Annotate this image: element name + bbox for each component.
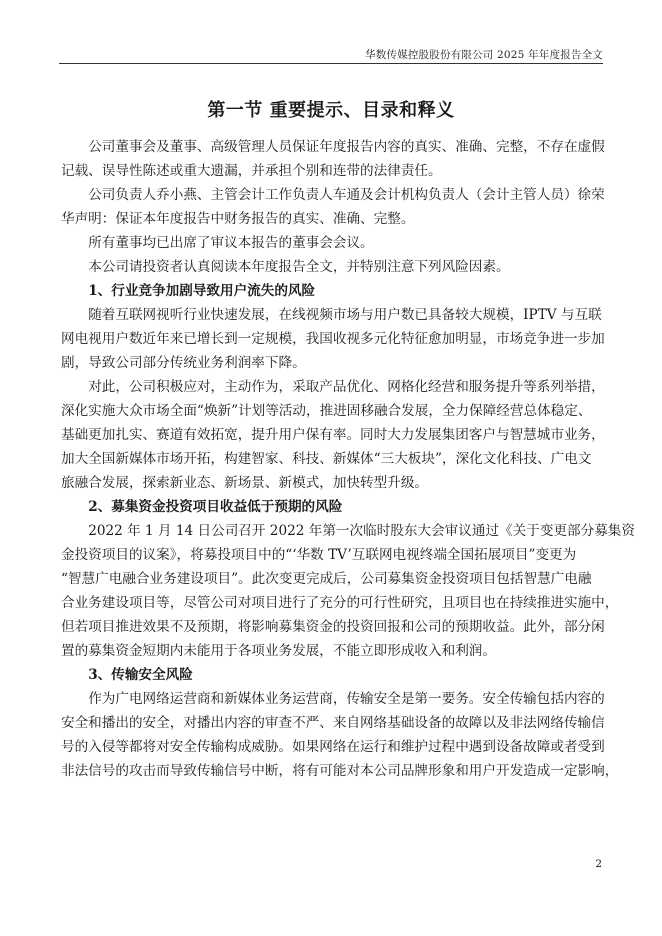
text-line: 但若项目推进效果不及预期，将影响募集资金的投资回报和公司的预期收益。此外，部分闲: [61, 619, 605, 635]
text-line: 对此，公司积极应对，主动作为，采取产品优化、网格化经营和服务提升等系列举措，: [88, 379, 605, 395]
text-line: 号的入侵等都将对安全传输构成威胁。如果网络在运行和维护过程中遇到设备故障或者受到: [61, 739, 605, 755]
text-line: 华声明：保证本年度报告中财务报告的真实、准确、完整。: [61, 211, 415, 227]
section-title: 第一节 重要提示、目录和释义: [207, 100, 455, 121]
text-line: 3、传输安全风险: [88, 667, 193, 683]
body-paragraph: [61, 183, 603, 231]
header-divider: [59, 63, 603, 64]
body-paragraph: [61, 303, 603, 375]
text-line: 剧，导致公司部分传统业务利润率下降。: [61, 355, 306, 371]
text-line: 2、募集资金投资项目收益低于预期的风险: [88, 499, 343, 515]
body-paragraph: [61, 375, 603, 495]
text-line: “智慧广电融合业务建设项目”。此次变更完成后，公司募集资金投资项目包括智慧广电融: [61, 571, 592, 587]
text-line: 合业务建设项目等，尽管公司对项目进行了充分的可行性研究，且项目也在持续推进实施中，: [61, 595, 619, 611]
text-line: 1、行业竞争加剧导致用户流失的风险: [88, 283, 316, 299]
section-heading: [61, 279, 603, 303]
text-line: 深化实施大众市场全面“焕新”计划等活动，推进固移融合发展，全力保障经营总体稳定、: [61, 403, 592, 419]
text-line: 公司负责人乔小燕、主管会计工作负责人车通及会计机构负责人（会计主管人员）徐荣: [88, 187, 605, 203]
text-line: 所有董事均已出席了审议本报告的董事会会议。: [88, 235, 374, 251]
text-line: 基础更加扎实、赛道有效拓宽，提升用户保有率。同时大力发展集团客户与智慧城市业务，: [61, 427, 605, 443]
document-body: [61, 135, 635, 783]
section-heading: [61, 663, 603, 687]
text-line: 随着互联网视听行业快速发展，在线视频市场与用户数已具备较大规模，IPTV 与互联: [88, 307, 602, 323]
body-paragraph: [61, 255, 603, 279]
text-line: 金投资项目的议案》，将募投项目中的“‘华数 TV’互联网电视终端全国拓展项目”变更为: [61, 547, 577, 563]
text-line: 网电视用户数近年来已增长到一定规模，我国收视多元化特征愈加明显，市场竞争进一步加: [61, 331, 605, 347]
text-line: 非法信号的攻击而导致传输信号中断，将有可能对本公司品牌形象和用户开发造成一定影响，: [61, 763, 619, 779]
running-header: 华数传媒控股股份有限公司 2025 年年度报告全文: [365, 49, 603, 61]
body-paragraph: [61, 687, 619, 783]
body-paragraph: [61, 519, 635, 663]
text-line: 旅融合发展，探索新业态、新场景、新模式，加快转型升级。: [61, 475, 429, 491]
body-paragraph: [61, 231, 603, 255]
text-line: 加大全国新媒体市场开拓，构建智家、科技、新媒体“三大板块”，深化文化科技、广电文: [61, 451, 592, 467]
text-line: 记载、误导性陈述或重大遗漏，并承担个别和连带的法律责任。: [61, 163, 442, 179]
text-line: 置的募集资金短期内未能用于各项业务发展，不能立即形成收入和利润。: [61, 643, 496, 659]
body-paragraph: [61, 135, 603, 183]
text-line: 2022 年 1 月 14 日公司召开 2022 年第一次临时股东大会审议通过《关于变更部分募集资: [88, 523, 635, 539]
text-line: 作为广电网络运营商和新媒体业务运营商，传输安全是第一要务。安全传输包括内容的: [88, 691, 605, 707]
page-number: 2: [595, 858, 602, 870]
text-line: 公司董事会及董事、高级管理人员保证年度报告内容的真实、准确、完整，不存在虚假: [88, 139, 605, 155]
text-line: 本公司请投资者认真阅读本年度报告全文，并特别注意下列风险因素。: [88, 259, 510, 275]
text-line: 安全和播出的安全，对播出内容的审查不严、来自网络基础设备的故障以及非法网络传输信: [61, 715, 605, 731]
section-heading: [61, 495, 603, 519]
